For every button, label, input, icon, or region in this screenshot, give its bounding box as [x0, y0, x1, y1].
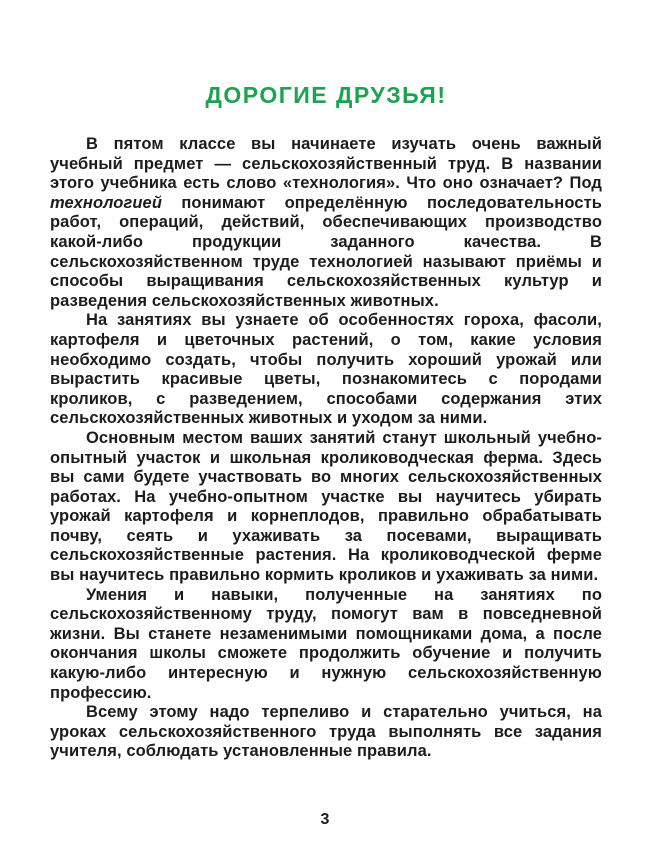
paragraph-4: [50, 586, 602, 704]
page-number: 3: [320, 811, 330, 828]
paragraph-text: понимают определённую последовательность работ, операций, действий, обеспечивающих производство какой-либо продукции заданного качества. В сельскохозяйственном труде технологией называют приёмы и способы выращивания сельскохозяйственных культур и разведения сельскохозяйственных животных.: [50, 193, 602, 310]
paragraph-text: Всему этому надо терпеливо и старательно учиться, на уроках сельскохозяйственного труда выполнять все задания учителя, соблюдать установленные правила.: [50, 703, 602, 761]
paragraph-text: На занятиях вы узнаете об особенностях гороха, фасоли, картофеля и цветочных растений, о том, какие условия необходимо создать, чтобы получить хороший урожай или вырастить красивые цветы, познакомитесь с породами кроликов, с разведением, способами содержания этих сельскохозяйственных животных и уходом за ними.: [50, 311, 602, 428]
page-heading: ДОРОГИЕ ДРУЗЬЯ!: [205, 82, 447, 108]
paragraph-3: [50, 429, 602, 586]
paragraph-2: [50, 311, 602, 429]
paragraph-text: В пятом классе вы начинаете изучать очень важный учебный предмет — сельскохозяйственный труд. В названии этого учебника есть слово «технология». Что оно означает? Под: [50, 135, 602, 193]
paragraph-1: [50, 135, 602, 311]
italic-term-technology: технологией: [50, 193, 162, 212]
paragraph-5: [50, 703, 602, 762]
body-text: [50, 135, 602, 762]
paragraph-text: Основным местом ваших занятий станут школьный учебно-опытный участок и школьная кролиководческая ферма. Здесь вы сами будете участвовать во многих сельскохозяйственных работах. На учебно-опытном участке вы научитесь убирать урожай картофеля и корнеплодов, правильно обрабатывать почву, сеять и ухаживать за посевами, выращивать сельскохозяйственные растения. На кролиководческой ферме вы научитесь правильно кормить кроликов и ухаживать за ними.: [50, 428, 602, 585]
paragraph-text: Умения и навыки, полученные на занятиях по сельскохозяйственному труду, помогут вам в повседневной жизни. Вы станете незаменимыми помощниками дома, а после окончания школы сможете продолжить обучение и получить какую-либо интересную и нужную сельскохозяйственную профессию.: [50, 585, 602, 702]
